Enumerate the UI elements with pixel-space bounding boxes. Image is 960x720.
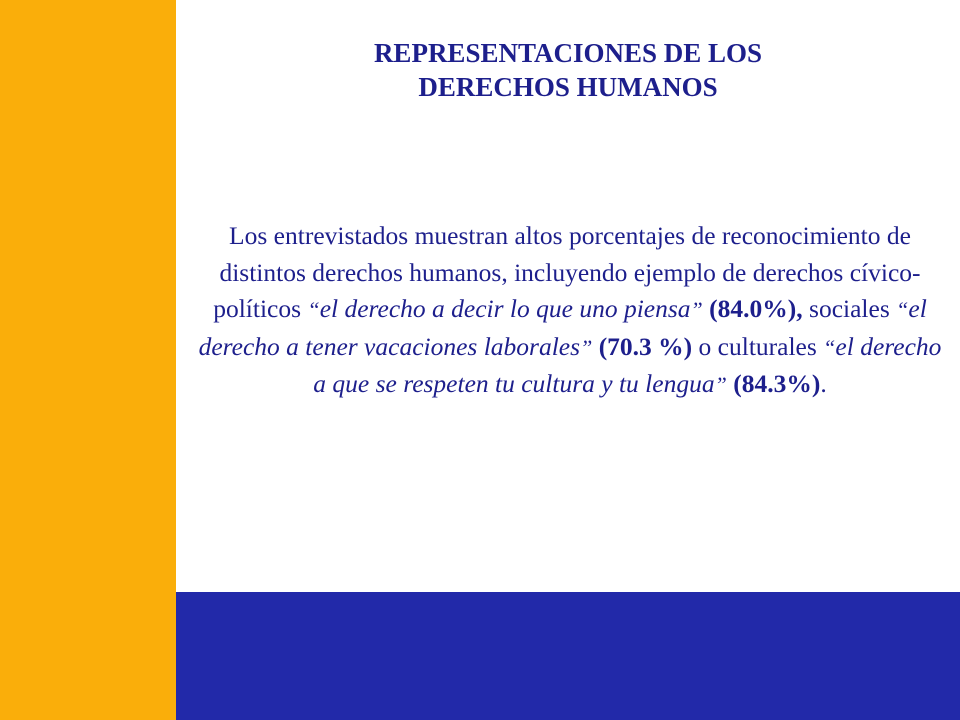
open-quote-1: “ [307, 297, 320, 323]
quote-cultural: el derecho a que se respeten tu cultura y tu lengua [313, 331, 942, 399]
open-quote-2: “ [896, 297, 909, 323]
slide-title [176, 36, 960, 104]
percent-cultural: (84.3%) [726, 369, 821, 399]
body-intro: Los entrevistados muestran altos porcentajes de reconocimiento de distintos derechos humanos, incluyendo ejemplo de derechos cívico-políticos [213, 221, 921, 324]
body-paragraph [192, 218, 948, 404]
title-line-2: DERECHOS HUMANOS [418, 72, 718, 102]
body-end: . [820, 369, 827, 399]
close-quote-1: ” [690, 297, 703, 323]
connector-cultural: o culturales [692, 331, 824, 361]
bottom-accent-bar [176, 592, 960, 720]
quote-civic-political: el derecho a decir lo que uno piensa [319, 294, 691, 324]
open-quote-3: “ [823, 334, 836, 360]
percent-social: (70.3 %) [592, 331, 693, 361]
left-accent-bar [0, 0, 176, 720]
title-line-1: REPRESENTACIONES DE LOS [373, 38, 763, 68]
percent-civic-political: (84.0%), [702, 294, 803, 324]
close-quote-2: ” [580, 334, 593, 360]
close-quote-3: ” [714, 372, 727, 398]
quote-social: el derecho a tener vacaciones laborales [198, 294, 927, 361]
connector-social: sociales [802, 294, 897, 324]
